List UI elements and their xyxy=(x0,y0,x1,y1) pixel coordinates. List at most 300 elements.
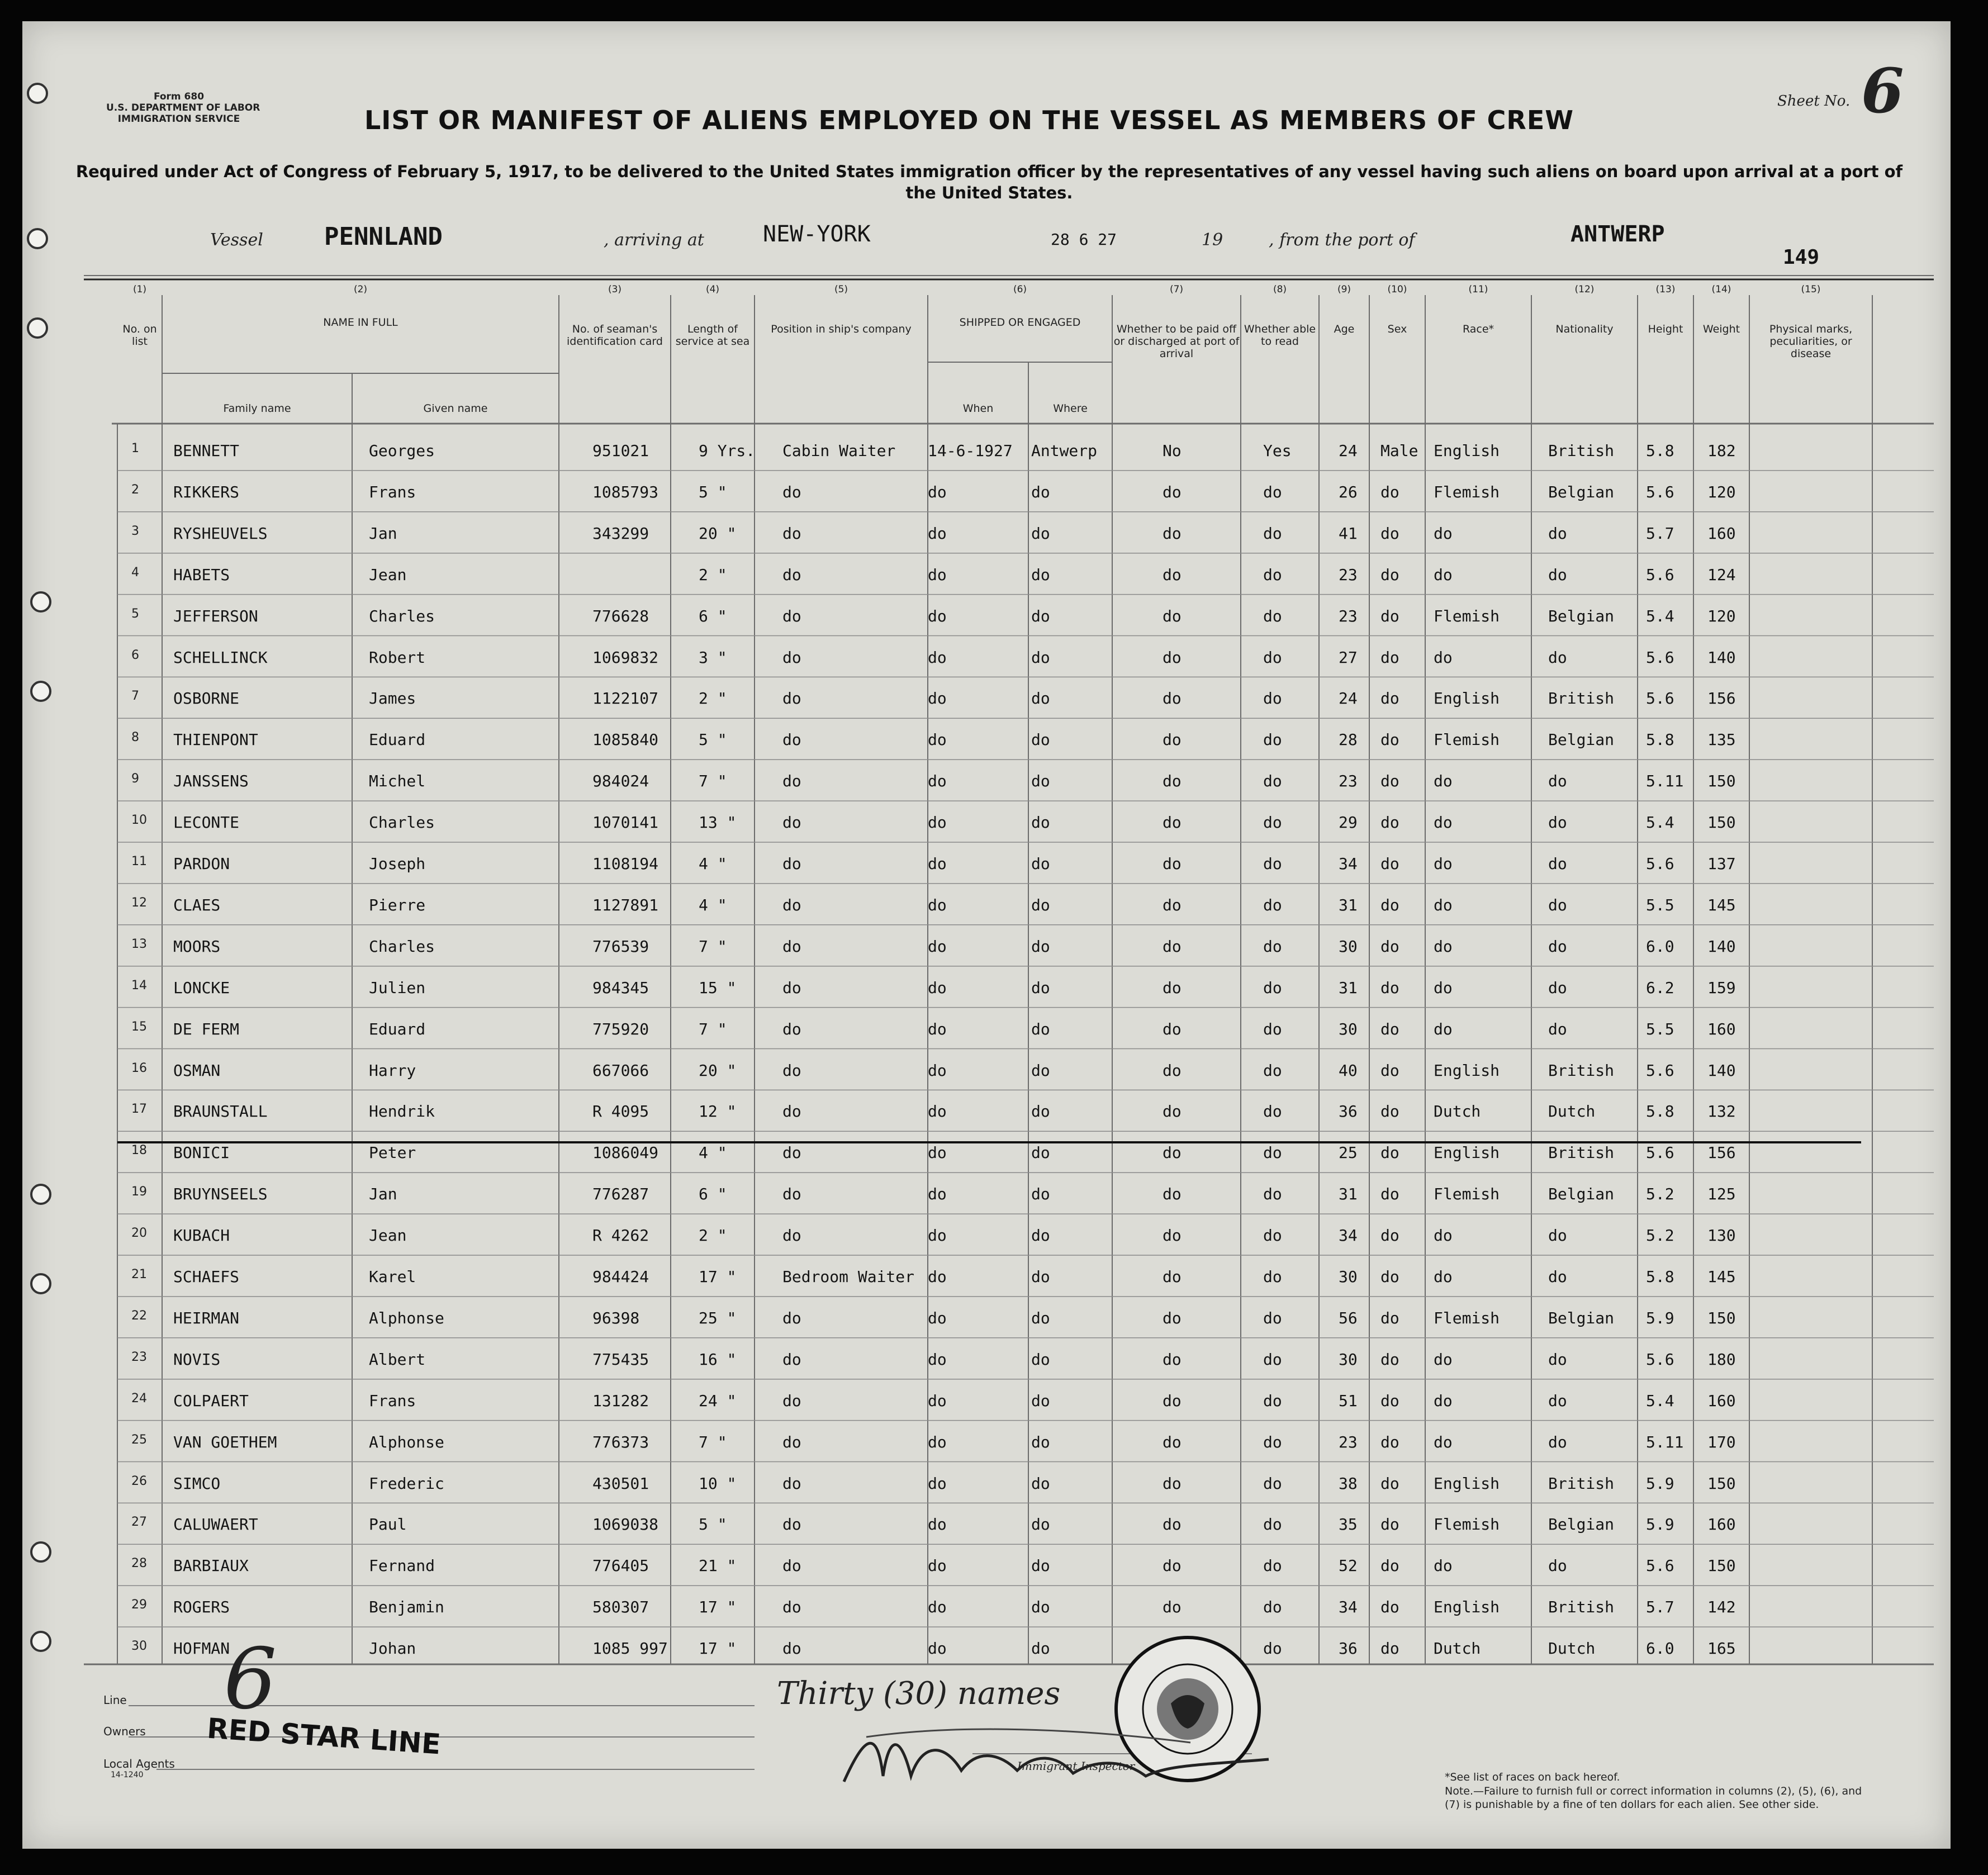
table-cell: do xyxy=(1031,482,1050,501)
row-number: 8 xyxy=(131,730,139,745)
table-cell: do xyxy=(1548,1019,1567,1038)
table-cell: do xyxy=(1163,855,1182,873)
table-cell: 951021 xyxy=(592,442,649,460)
table-cell: 667066 xyxy=(592,1061,649,1080)
table-cell: BRUYNSEELS xyxy=(173,1185,268,1204)
table-cell: do xyxy=(1380,1474,1399,1493)
table-cell: do xyxy=(1434,565,1453,584)
row-number: 13 xyxy=(131,937,147,951)
table-cell: Alphonse xyxy=(369,1432,444,1451)
table-cell: British xyxy=(1548,1474,1615,1493)
table-cell: 5.6 xyxy=(1646,565,1674,584)
table-cell: do xyxy=(928,813,947,832)
table-cell: 120 xyxy=(1707,606,1736,625)
table-cell: do xyxy=(1031,1061,1050,1080)
table-cell: do xyxy=(782,1556,801,1575)
table-cell: do xyxy=(1548,978,1567,997)
note-penalty: Note.—Failure to furnish full or correct information in columns (2), (5), (6), and (7) is punishable by a fine of ten dollars for each alien. See other side. xyxy=(1445,1785,1862,1811)
table-cell: BONICI xyxy=(173,1143,230,1162)
table-cell: VAN GOETHEM xyxy=(173,1432,277,1451)
table-cell: 30 xyxy=(1339,1268,1358,1286)
table-cell: 10 " xyxy=(699,1474,737,1493)
table-cell: do xyxy=(1163,1474,1182,1493)
table-cell: do xyxy=(1263,1556,1282,1575)
table-cell: 5.6 xyxy=(1646,1061,1674,1080)
row-number: 12 xyxy=(131,895,147,910)
table-cell: 5.11 xyxy=(1646,1432,1684,1451)
table-cell: do xyxy=(928,1598,947,1617)
table-cell: Eduard xyxy=(369,730,426,749)
table-cell: do xyxy=(1380,1391,1399,1410)
table-cell: 5.6 xyxy=(1646,1143,1674,1162)
table-cell: do xyxy=(1031,1474,1050,1493)
table-cell: SIMCO xyxy=(173,1474,221,1493)
table-cell: 30 xyxy=(1339,937,1358,956)
table-cell: do xyxy=(782,1019,801,1038)
row-number: 21 xyxy=(131,1268,147,1281)
table-cell: do xyxy=(1434,1226,1453,1245)
table-cell: do xyxy=(782,482,801,501)
table-cell: do xyxy=(1031,895,1050,914)
table-cell: 775920 xyxy=(592,1019,649,1038)
table-cell: do xyxy=(928,1102,947,1121)
table-cell: do xyxy=(1031,1350,1050,1369)
inspector-label: Immigrant Inspector. xyxy=(1017,1759,1137,1773)
owners-label: Owners xyxy=(103,1725,146,1738)
table-cell: Benjamin xyxy=(369,1598,444,1617)
table-cell: 12 " xyxy=(699,1102,737,1121)
column-header: Sex xyxy=(1387,323,1407,335)
table-cell: do xyxy=(1163,813,1182,832)
table-cell: do xyxy=(928,1556,947,1575)
table-cell: 5.2 xyxy=(1646,1185,1674,1204)
handwritten-six: 6 xyxy=(224,1631,277,1728)
table-cell: 23 xyxy=(1339,606,1358,625)
table-cell: English xyxy=(1434,442,1500,460)
table-cell: KUBACH xyxy=(173,1226,230,1245)
table-cell: 140 xyxy=(1707,937,1736,956)
table-cell: 170 xyxy=(1707,1432,1736,1451)
table-cell: do xyxy=(1263,895,1282,914)
table-cell: Yes xyxy=(1263,442,1292,460)
table-cell: Belgian xyxy=(1548,1185,1615,1204)
table-cell: British xyxy=(1548,442,1615,460)
table-cell: 5.6 xyxy=(1646,855,1674,873)
table-cell: do xyxy=(1263,1019,1282,1038)
table-cell: do xyxy=(1263,1226,1282,1245)
table-cell: BARBIAUX xyxy=(173,1556,249,1575)
table-cell: do xyxy=(1163,648,1182,667)
table-cell: do xyxy=(1548,648,1567,667)
table-cell: 5.4 xyxy=(1646,1391,1674,1410)
table-cell: do xyxy=(1434,1391,1453,1410)
table-cell: do xyxy=(1380,689,1399,708)
column-number: (6) xyxy=(1013,284,1027,295)
table-cell: Robert xyxy=(369,648,426,667)
column-number: (1) xyxy=(132,284,147,295)
vessel-label: Vessel xyxy=(210,230,263,250)
row-number: 16 xyxy=(131,1061,147,1075)
column-header: No. of seaman's identification card xyxy=(567,323,663,348)
table-cell: do xyxy=(1031,1556,1050,1575)
table-cell: do xyxy=(1263,1143,1282,1162)
table-cell: 430501 xyxy=(592,1474,649,1493)
table-cell: Fernand xyxy=(369,1556,435,1575)
table-cell: do xyxy=(1548,813,1567,832)
row-number: 17 xyxy=(131,1102,147,1117)
table-cell: do xyxy=(782,1308,801,1327)
table-cell: R 4262 xyxy=(592,1226,649,1245)
table-cell: do xyxy=(928,1268,947,1286)
table-cell: 28 xyxy=(1339,730,1358,749)
row-number: 26 xyxy=(131,1474,147,1488)
year-label: 19 xyxy=(1202,230,1223,250)
column-number: (13) xyxy=(1655,284,1676,295)
table-cell: do xyxy=(1380,482,1399,501)
table-cell: Dutch xyxy=(1434,1639,1481,1658)
table-cell: HEIRMAN xyxy=(173,1308,240,1327)
table-cell: do xyxy=(782,1639,801,1658)
table-cell: do xyxy=(782,1598,801,1617)
arrival-port: NEW-YORK xyxy=(763,221,871,247)
table-cell: do xyxy=(1031,648,1050,667)
table-cell: 1122107 xyxy=(592,689,659,708)
table-cell: Dutch xyxy=(1548,1639,1596,1658)
column-header: Physical marks, peculiarities, or disease xyxy=(1769,323,1853,360)
table-cell: do xyxy=(782,813,801,832)
table-cell: 15 " xyxy=(699,978,737,997)
line-label: Line xyxy=(103,1693,127,1707)
form-number: Form 680 xyxy=(153,91,205,102)
table-cell: do xyxy=(1548,1556,1567,1575)
table-cell: do xyxy=(1263,524,1282,543)
table-cell: 56 xyxy=(1339,1308,1358,1327)
table-cell: Paul xyxy=(369,1515,407,1534)
table-cell: do xyxy=(1031,813,1050,832)
table-cell: 5.2 xyxy=(1646,1226,1674,1245)
subheader-family-name: Family name xyxy=(223,402,291,415)
table-cell: Peter xyxy=(369,1143,416,1162)
table-cell: do xyxy=(928,855,947,873)
table-cell: do xyxy=(1031,1515,1050,1534)
row-number: 19 xyxy=(131,1185,147,1199)
table-cell: Jan xyxy=(369,524,397,543)
table-cell: do xyxy=(928,606,947,625)
table-cell: do xyxy=(1263,1432,1282,1451)
table-cell: 14-6-1927 xyxy=(928,442,1013,460)
table-cell: 4 " xyxy=(699,1143,727,1162)
row-number: 3 xyxy=(131,524,139,538)
table-cell: do xyxy=(782,978,801,997)
form-code: 14-1240 xyxy=(111,1770,144,1779)
table-cell: 1069038 xyxy=(592,1515,659,1534)
column-number: (5) xyxy=(834,284,848,295)
table-cell: Belgian xyxy=(1548,1515,1615,1534)
row-number: 30 xyxy=(131,1639,147,1654)
table-cell: JANSSENS xyxy=(173,772,249,791)
table-cell: do xyxy=(782,1515,801,1534)
table-cell: Jean xyxy=(369,1226,407,1245)
table-cell: do xyxy=(1031,1391,1050,1410)
table-cell: do xyxy=(1163,937,1182,956)
table-cell: Antwerp xyxy=(1031,442,1098,460)
table-cell: do xyxy=(1548,1268,1567,1286)
table-cell: do xyxy=(1163,1308,1182,1327)
table-cell: British xyxy=(1548,689,1615,708)
table-cell: do xyxy=(1263,1102,1282,1121)
table-cell: 2 " xyxy=(699,565,727,584)
table-cell: English xyxy=(1434,1598,1500,1617)
table-cell: 343299 xyxy=(592,524,649,543)
table-cell: do xyxy=(1031,1102,1050,1121)
table-cell: 1085 997 xyxy=(592,1639,668,1658)
table-cell: 776405 xyxy=(592,1556,649,1575)
table-cell: 1085793 xyxy=(592,482,659,501)
table-cell: do xyxy=(1434,813,1453,832)
table-cell: do xyxy=(1548,1350,1567,1369)
column-header: No. on list xyxy=(122,323,157,348)
table-cell: Harry xyxy=(369,1061,416,1080)
table-cell: 6.0 xyxy=(1646,937,1674,956)
column-header: Weight xyxy=(1702,323,1740,335)
table-cell: 51 xyxy=(1339,1391,1358,1410)
table-cell: Frederic xyxy=(369,1474,444,1493)
row-number: 20 xyxy=(131,1226,147,1241)
table-cell: 5.9 xyxy=(1646,1474,1674,1493)
table-cell: do xyxy=(928,1019,947,1038)
table-cell: do xyxy=(1380,855,1399,873)
table-cell: do xyxy=(1031,606,1050,625)
table-cell: 5.8 xyxy=(1646,1268,1674,1286)
table-cell: do xyxy=(782,1185,801,1204)
table-cell: 776373 xyxy=(592,1432,649,1451)
table-cell: 5.6 xyxy=(1646,689,1674,708)
table-cell: 23 xyxy=(1339,565,1358,584)
table-cell: 776539 xyxy=(592,937,649,956)
table-cell: do xyxy=(1263,1515,1282,1534)
row-number: 4 xyxy=(131,565,139,580)
table-cell: do xyxy=(928,730,947,749)
column-number: (8) xyxy=(1273,284,1287,295)
column-header: Race* xyxy=(1462,323,1494,335)
table-cell: Charles xyxy=(369,937,435,956)
row-number: 11 xyxy=(131,855,147,868)
table-cell: do xyxy=(1434,1268,1453,1286)
table-cell: 5.9 xyxy=(1646,1515,1674,1534)
table-cell: do xyxy=(1163,1391,1182,1410)
table-cell: 4 " xyxy=(699,895,727,914)
table-cell: do xyxy=(782,524,801,543)
table-cell: do xyxy=(1434,772,1453,791)
table-cell: 150 xyxy=(1707,813,1736,832)
table-cell: OSMAN xyxy=(173,1061,221,1080)
table-cell: do xyxy=(1548,855,1567,873)
table-cell: 775435 xyxy=(592,1350,649,1369)
table-cell: do xyxy=(928,482,947,501)
table-cell: do xyxy=(782,937,801,956)
table-cell: 24 xyxy=(1339,442,1358,460)
table-cell: do xyxy=(1263,1474,1282,1493)
form-service: IMMIGRATION SERVICE xyxy=(117,113,240,125)
table-cell: do xyxy=(1031,524,1050,543)
table-cell: 36 xyxy=(1339,1102,1358,1121)
table-cell: 17 " xyxy=(699,1268,737,1286)
table-cell: Jean xyxy=(369,565,407,584)
red-star-line-stamp: RED STAR LINE xyxy=(206,1712,442,1761)
table-cell: 5.9 xyxy=(1646,1308,1674,1327)
table-cell: do xyxy=(928,1308,947,1327)
table-cell: HABETS xyxy=(173,565,230,584)
table-cell: 160 xyxy=(1707,1391,1736,1410)
table-cell: 145 xyxy=(1707,1268,1736,1286)
row-number: 2 xyxy=(131,482,139,497)
table-cell: do xyxy=(782,1226,801,1245)
table-cell: 38 xyxy=(1339,1474,1358,1493)
table-cell: do xyxy=(1380,1019,1399,1038)
table-cell: do xyxy=(1263,606,1282,625)
table-cell: 5.4 xyxy=(1646,606,1674,625)
table-cell: BENNETT xyxy=(173,442,240,460)
table-cell: 145 xyxy=(1707,895,1736,914)
column-header: Whether able to read xyxy=(1244,323,1316,348)
table-cell: 31 xyxy=(1339,895,1358,914)
table-cell: THIENPONT xyxy=(173,730,258,749)
subheader-where: Where xyxy=(1053,402,1088,415)
table-cell: do xyxy=(1380,1185,1399,1204)
row-number: 29 xyxy=(131,1598,147,1612)
table-cell: do xyxy=(928,1350,947,1369)
column-number: (2) xyxy=(353,284,368,295)
table-cell: 25 xyxy=(1339,1143,1358,1162)
table-cell: do xyxy=(1163,1350,1182,1369)
table-cell: do xyxy=(1380,1639,1399,1658)
table-cell: ROGERS xyxy=(173,1598,230,1617)
table-cell: OSBORNE xyxy=(173,689,240,708)
table-cell: do xyxy=(1263,937,1282,956)
table-cell: CLAES xyxy=(173,895,221,914)
table-cell: 34 xyxy=(1339,1598,1358,1617)
table-cell: do xyxy=(1031,1019,1050,1038)
table-cell: do xyxy=(928,1432,947,1451)
table-cell: MOORS xyxy=(173,937,221,956)
table-cell: do xyxy=(1434,855,1453,873)
table-cell: do xyxy=(1263,565,1282,584)
row-number: 9 xyxy=(131,772,139,786)
table-cell: do xyxy=(1031,1432,1050,1451)
table-cell: do xyxy=(928,689,947,708)
row-number: 15 xyxy=(131,1019,147,1034)
table-cell: Charles xyxy=(369,813,435,832)
table-cell: 21 " xyxy=(699,1556,737,1575)
table-cell: do xyxy=(1163,730,1182,749)
table-cell: do xyxy=(1380,978,1399,997)
table-cell: Dutch xyxy=(1434,1102,1481,1121)
table-cell: 776287 xyxy=(592,1185,649,1204)
form-department: U.S. DEPARTMENT OF LABOR xyxy=(106,102,260,113)
column-number: (4) xyxy=(705,284,720,295)
table-cell: 137 xyxy=(1707,855,1736,873)
table-cell: 125 xyxy=(1707,1185,1736,1204)
table-cell: do xyxy=(1263,689,1282,708)
table-cell: do xyxy=(1548,895,1567,914)
table-cell: Male xyxy=(1380,442,1418,460)
table-cell: LECONTE xyxy=(173,813,240,832)
note-races: *See list of races on back hereof. xyxy=(1445,1771,1620,1783)
table-cell: do xyxy=(1434,524,1453,543)
table-cell: do xyxy=(782,855,801,873)
table-cell: 27 xyxy=(1339,648,1358,667)
table-cell: 5.7 xyxy=(1646,524,1674,543)
table-cell: do xyxy=(1548,1432,1567,1451)
table-cell: 1127891 xyxy=(592,895,659,914)
table-cell: do xyxy=(1263,813,1282,832)
table-cell: do xyxy=(1031,730,1050,749)
table-cell: do xyxy=(1163,1102,1182,1121)
vessel-name: PENNLAND xyxy=(324,222,443,251)
table-cell: 5 " xyxy=(699,482,727,501)
table-cell: 776628 xyxy=(592,606,649,625)
table-cell: do xyxy=(1263,978,1282,997)
handwritten-total: Thirty (30) names xyxy=(777,1675,1061,1712)
stamp-number: 149 xyxy=(1783,246,1820,269)
table-cell: 156 xyxy=(1707,1143,1736,1162)
table-cell: Jan xyxy=(369,1185,397,1204)
column-header: Height xyxy=(1648,323,1683,335)
local-agents-label: Local Agents xyxy=(103,1757,175,1770)
table-cell: do xyxy=(1434,895,1453,914)
subheader-given-name: Given name xyxy=(423,402,488,415)
table-cell: do xyxy=(782,606,801,625)
table-cell: 17 " xyxy=(699,1598,737,1617)
table-cell: James xyxy=(369,689,416,708)
table-cell: do xyxy=(928,1474,947,1493)
table-cell: do xyxy=(1263,482,1282,501)
table-cell: 5.6 xyxy=(1646,648,1674,667)
table-cell: DE FERM xyxy=(173,1019,240,1038)
table-cell: do xyxy=(1380,1598,1399,1617)
table-cell: 580307 xyxy=(592,1598,649,1617)
table-cell: 31 xyxy=(1339,978,1358,997)
table-cell: do xyxy=(1031,565,1050,584)
table-cell: do xyxy=(928,648,947,667)
table-cell: do xyxy=(782,895,801,914)
row-number: 14 xyxy=(131,978,147,993)
table-cell: do xyxy=(1163,482,1182,501)
table-cell: do xyxy=(1548,565,1567,584)
table-cell: Belgian xyxy=(1548,1308,1615,1327)
table-cell: do xyxy=(1163,565,1182,584)
table-cell: 150 xyxy=(1707,1474,1736,1493)
table-cell: do xyxy=(1380,1350,1399,1369)
table-cell: 140 xyxy=(1707,1061,1736,1080)
table-cell: Hendrik xyxy=(369,1102,435,1121)
manifest-title: LIST OR MANIFEST OF ALIENS EMPLOYED ON THE VESSEL AS MEMBERS OF CREW xyxy=(364,105,1574,135)
table-cell: 16 " xyxy=(699,1350,737,1369)
row-number: 6 xyxy=(131,648,139,662)
table-cell: do xyxy=(1163,689,1182,708)
table-cell: do xyxy=(1163,1432,1182,1451)
table-cell: do xyxy=(1434,1556,1453,1575)
table-cell: do xyxy=(782,1474,801,1493)
table-cell: do xyxy=(1380,648,1399,667)
table-cell: do xyxy=(1380,1432,1399,1451)
table-cell: do xyxy=(782,1143,801,1162)
table-cell: Karel xyxy=(369,1268,416,1286)
table-cell: do xyxy=(928,1185,947,1204)
table-cell: 7 " xyxy=(699,1019,727,1038)
table-cell: 23 xyxy=(1339,1432,1358,1451)
table-cell: 1108194 xyxy=(592,855,659,873)
